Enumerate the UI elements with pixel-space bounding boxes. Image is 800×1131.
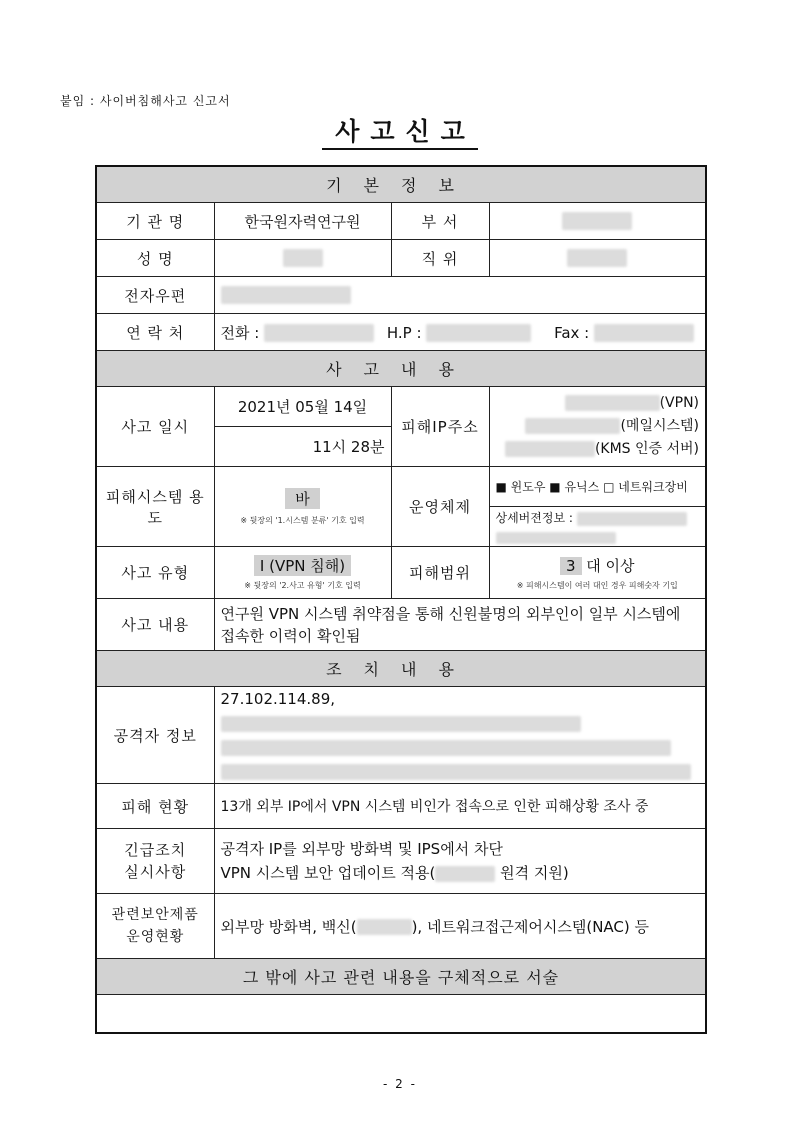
os-options — [489, 467, 706, 507]
security-label-line1: 관련보안제품 — [111, 907, 199, 923]
usage-label: 피해시스템 용도 — [96, 467, 214, 547]
org-label: 기 관 명 — [96, 203, 214, 240]
redacted-block — [567, 249, 627, 267]
redacted-block — [283, 249, 323, 267]
scope-note: ※ 피해시스템이 여러 대인 경우 피해숫자 기입 — [516, 580, 678, 590]
security-value-a: 외부망 방화벽, 백신( — [220, 917, 357, 936]
type-label: 사고 유형 — [96, 547, 214, 599]
redacted-block — [357, 919, 412, 935]
security-value — [214, 894, 706, 959]
redacted-block — [221, 764, 691, 780]
scope-label: 피해범위 — [391, 547, 489, 599]
attacker-label: 공격자 정보 — [96, 687, 214, 784]
redacted-block — [594, 324, 694, 342]
date-value: 2021년 05월 14일 — [214, 387, 391, 427]
section-other: 그 밖에 사고 관련 내용을 구체적으로 서술 — [96, 959, 706, 995]
contact-label: 연 락 처 — [96, 314, 214, 351]
emergency-line2-b: 원격 지원) — [500, 864, 569, 882]
scope-value-cell — [489, 547, 706, 599]
contact-value — [214, 314, 706, 351]
ip-tag-mail: (메일시스템) — [620, 418, 700, 434]
section-incident: 사고내용 — [96, 351, 706, 387]
section-basic-info: 기본정보 — [96, 166, 706, 203]
emergency-label-line1: 긴급조치 — [124, 841, 187, 859]
attacker-ip: 27.102.114.89, — [220, 690, 336, 708]
position-value — [489, 240, 706, 277]
redacted-block — [221, 740, 671, 756]
datetime-label: 사고 일시 — [96, 387, 214, 467]
fax-label: Fax : — [554, 323, 590, 342]
os-windows: 윈도우 — [510, 480, 546, 494]
name-value — [214, 240, 391, 277]
redacted-block — [496, 532, 616, 544]
document-title: 사고신고 — [0, 112, 800, 148]
email-value — [214, 277, 706, 314]
ip-tag-kms: (KMS 인증 서버) — [594, 441, 700, 457]
emergency-line2-a: VPN 시스템 보안 업데이트 적용( — [220, 864, 436, 882]
redacted-block — [525, 418, 620, 434]
emergency-value — [214, 829, 706, 894]
ip-value — [489, 387, 706, 467]
position-label: 직 위 — [391, 240, 489, 277]
security-label-line2: 운영현황 — [126, 929, 185, 945]
dept-label: 부 서 — [391, 203, 489, 240]
damage-label: 피해 현황 — [96, 784, 214, 829]
mobile-label: H.P : — [386, 323, 422, 342]
unchecked-box-icon: □ — [603, 480, 615, 494]
content-label: 사고 내용 — [96, 599, 214, 651]
attacker-value — [214, 687, 706, 784]
redacted-block — [562, 212, 632, 230]
type-value: I (VPN 침해) — [254, 555, 351, 576]
os-network: 네트워크장비 — [618, 480, 688, 494]
redacted-block — [565, 395, 660, 411]
redacted-block — [577, 512, 687, 526]
os-detail — [489, 507, 706, 547]
security-label — [96, 894, 214, 959]
content-value: 연구원 VPN 시스템 취약점을 통해 신원불명의 외부인이 일부 시스템에 접속한 이력이 확인됨 — [214, 599, 706, 651]
redacted-block — [221, 716, 581, 732]
attachment-label: 붙임 : 사이버침해사고 신고서 — [60, 94, 231, 108]
redacted-block — [435, 866, 495, 882]
scope-suffix: 대 이상 — [586, 556, 635, 575]
phone-label: 전화 : — [220, 323, 260, 342]
other-content — [96, 995, 706, 1033]
page-number: - 2 - — [383, 1077, 417, 1091]
checked-box-icon: ■ — [495, 480, 507, 494]
ip-tag-vpn: (VPN) — [659, 395, 700, 411]
os-unix: 유닉스 — [564, 480, 600, 494]
scope-value: 3 — [560, 557, 582, 575]
org-value: 한국원자력연구원 — [214, 203, 391, 240]
redacted-block — [264, 324, 374, 342]
redacted-block — [426, 324, 531, 342]
emergency-label — [96, 829, 214, 894]
incident-report-form — [95, 165, 707, 1034]
ip-label: 피해IP주소 — [391, 387, 489, 467]
section-action: 조치내용 — [96, 651, 706, 687]
redacted-block — [221, 286, 351, 304]
name-label: 성 명 — [96, 240, 214, 277]
type-note: ※ 뒷장의 '2.사고 유형' 기호 입력 — [244, 580, 361, 590]
os-label: 운영체제 — [391, 467, 489, 547]
usage-value: 바 — [285, 488, 320, 509]
damage-value: 13개 외부 IP에서 VPN 시스템 비인가 접속으로 인한 피해상황 조사 중 — [214, 784, 706, 829]
usage-value-cell — [214, 467, 391, 547]
emergency-line1: 공격자 IP를 외부망 방화벽 및 IPS에서 차단 — [220, 840, 503, 858]
checked-box-icon: ■ — [549, 480, 561, 494]
dept-value — [489, 203, 706, 240]
redacted-block — [505, 441, 595, 457]
email-label: 전자우편 — [96, 277, 214, 314]
security-value-b: ), 네트워크접근제어시스템(NAC) 등 — [411, 917, 650, 936]
type-value-cell — [214, 547, 391, 599]
time-value: 11시 28분 — [214, 427, 391, 467]
os-detail-label: 상세버젼정보 : — [495, 511, 573, 525]
emergency-label-line2: 실시사항 — [124, 863, 187, 881]
usage-note: ※ 뒷장의 '1.시스템 분류' 기호 입력 — [240, 515, 365, 525]
